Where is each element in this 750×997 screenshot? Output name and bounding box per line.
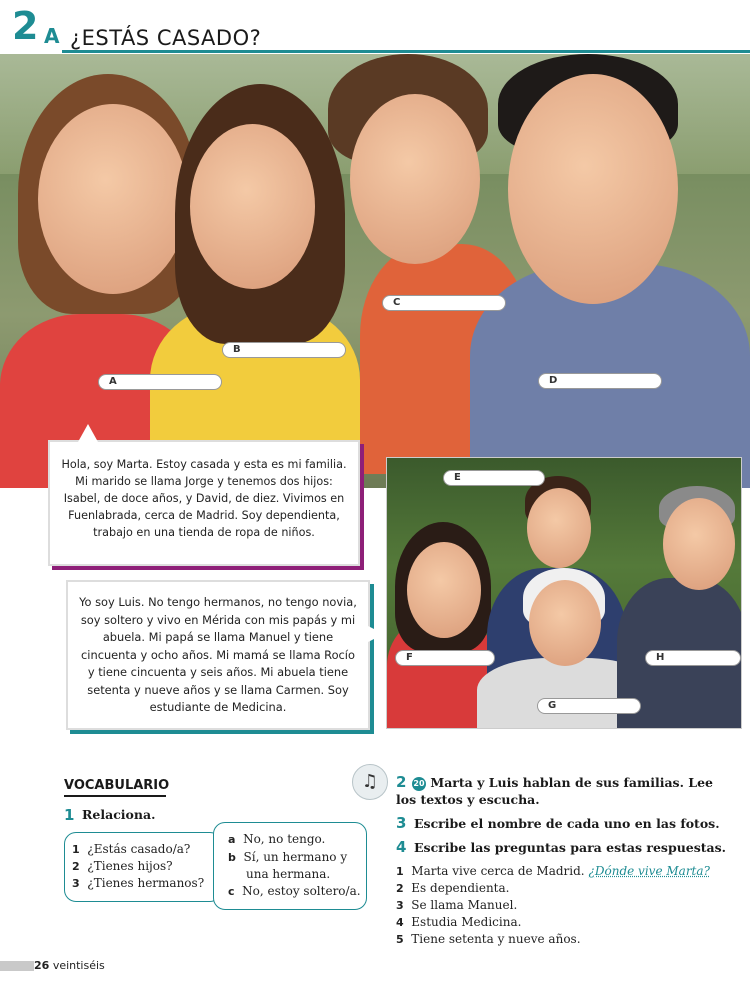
unit-number: 2 — [12, 4, 39, 48]
answer-label-e[interactable]: E — [443, 470, 545, 486]
person-face — [38, 104, 188, 294]
page-title: ¿ESTÁS CASADO? — [70, 26, 262, 50]
answer-label-d[interactable]: D — [538, 373, 662, 389]
person-face — [527, 488, 591, 568]
page-footer: 26 veintiséis — [34, 959, 105, 972]
family-photo-luis — [386, 457, 742, 729]
track-icon[interactable]: 20 — [412, 777, 426, 791]
exercise-2-instruction: 20 Marta y Luis hablan de sus familias. Lee — [413, 775, 713, 790]
question-item[interactable]: 1 ¿Estás casado/a? — [72, 842, 191, 856]
luis-text: Yo soy Luis. No tengo hermanos, no tengo novia, soy soltero y vivo en Mérida con mis papás y mi abuela. Mi papá se llama Manuel y tiene cincuenta y ocho años. Mi mamá se llama Rocío y tiene cincuenta y seis años. Mi abuela tiene setenta y nueve años y se llama Carmen. Soy estudiante de Medicina. — [79, 595, 357, 714]
answer-label-b[interactable]: B — [222, 342, 346, 358]
exercise-1-number: 1 — [64, 806, 75, 824]
bubble-tail — [368, 626, 384, 642]
exercise-1-instruction: Relaciona. — [82, 807, 156, 822]
answer-item[interactable]: c No, estoy soltero/a. — [228, 884, 361, 898]
header-rule — [62, 50, 750, 53]
question-item[interactable]: 3 ¿Tienes hermanos? — [72, 876, 205, 890]
marta-text: Hola, soy Marta. Estoy casada y esta es mi familia. Mi marido se llama Jorge y tenemos dos hijos: Isabel, de doce años, y David, de diez. Vivimos en Fuenlabrada, cerca de Madrid. Soy dependienta, trabajo en una tienda de ropa de niños. — [61, 458, 347, 539]
exercise-3-instruction: Escribe el nombre de cada uno en las fotos. — [414, 816, 720, 831]
exercise-4-number: 4 — [396, 838, 407, 856]
audio-icon[interactable]: ♫ — [352, 764, 388, 800]
person-face — [508, 74, 678, 304]
exercise-4-item[interactable]: 2 Es dependienta. — [396, 881, 510, 895]
exercise-4-instruction: Escribe las preguntas para estas respuestas. — [414, 840, 727, 855]
exercise-4-item[interactable]: 3 Se llama Manuel. — [396, 898, 518, 912]
exercise-2-number: 2 — [396, 773, 407, 791]
page-header — [0, 0, 750, 52]
answer-label-h[interactable]: H — [645, 650, 741, 666]
section-letter: A — [44, 24, 60, 48]
footer-bar — [0, 961, 34, 971]
question-item[interactable]: 2 ¿Tienes hijos? — [72, 859, 173, 873]
exercise-4-item[interactable]: 1 Marta vive cerca de Madrid. ¿Dónde vive Marta? — [396, 864, 710, 878]
exercise-3-number: 3 — [396, 814, 407, 832]
person-face — [529, 580, 601, 666]
vocabulary-rule — [64, 795, 166, 797]
answer-item-continued: una hermana. — [246, 867, 331, 881]
answer-label-c[interactable]: C — [382, 295, 506, 311]
person-face — [350, 94, 480, 264]
answer-item[interactable]: a No, no tengo. — [228, 832, 326, 846]
example-answer: ¿Dónde vive Marta? — [588, 864, 710, 878]
person-face — [663, 498, 735, 590]
exercise-4-item[interactable]: 5 Tiene setenta y nueve años. — [396, 932, 581, 946]
answer-label-g[interactable]: G — [537, 698, 641, 714]
speech-bubble-marta — [48, 440, 360, 566]
answer-label-a[interactable]: A — [98, 374, 222, 390]
answer-label-f[interactable]: F — [395, 650, 495, 666]
exercise-2-instruction-line2: los textos y escucha. — [396, 792, 540, 807]
person-face — [407, 542, 481, 638]
bubble-tail — [78, 424, 98, 442]
vocabulary-heading: VOCABULARIO — [64, 778, 170, 793]
speech-bubble-luis — [66, 580, 370, 730]
person-face — [190, 124, 315, 289]
family-photo-marta — [0, 54, 750, 488]
answer-item[interactable]: b Sí, un hermano y — [228, 850, 348, 864]
exercise-4-item[interactable]: 4 Estudia Medicina. — [396, 915, 522, 929]
